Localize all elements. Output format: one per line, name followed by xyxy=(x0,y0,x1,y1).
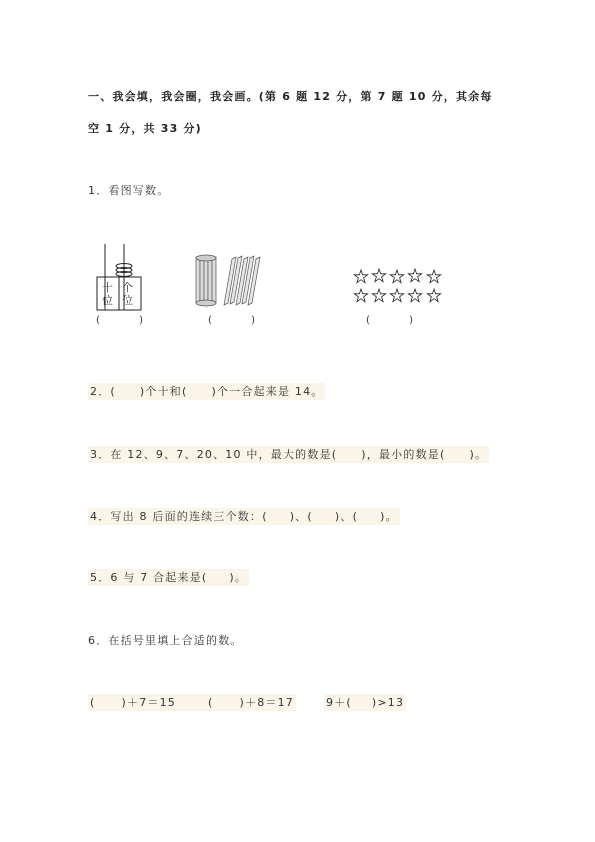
question-1: 1．看图写数。 xyxy=(88,184,170,197)
section-title-line1: 一、我会填，我会圈，我会画。(第 6 题 12 分，第 7 题 10 分，其余每 xyxy=(88,90,493,103)
question-5: 5．6 与 7 合起来是( )。 xyxy=(90,571,248,584)
question-6-equations xyxy=(88,694,406,711)
question-3: 3．在 12、9、7、20、10 中，最大的数是( )，最小的数是( )。 xyxy=(90,448,488,461)
equation-2: ( )＋8＝17 xyxy=(208,696,294,709)
abacus-tens-label: 十 位 xyxy=(102,281,113,307)
question-6: 6．在括号里填上合适的数。 xyxy=(88,634,243,647)
question-2: 2．( )个十和( )个一合起来是 14。 xyxy=(90,385,324,398)
section-title-line2: 空 1 分，共 33 分) xyxy=(88,122,202,135)
equation-1: ( )＋7＝15 xyxy=(90,696,176,709)
sticks-figure xyxy=(192,253,267,308)
equation-3: 9＋( )>13 xyxy=(326,696,405,709)
stars-answer[interactable]: ( ) xyxy=(366,315,431,326)
stars-figure xyxy=(350,265,450,307)
abacus-answer[interactable]: ( ) xyxy=(96,315,161,326)
abacus-ones-label: 个 位 xyxy=(122,281,133,307)
sticks-answer[interactable]: ( ) xyxy=(208,315,273,326)
question-4: 4．写出 8 后面的连续三个数：( )、( )、( )。 xyxy=(90,510,398,523)
